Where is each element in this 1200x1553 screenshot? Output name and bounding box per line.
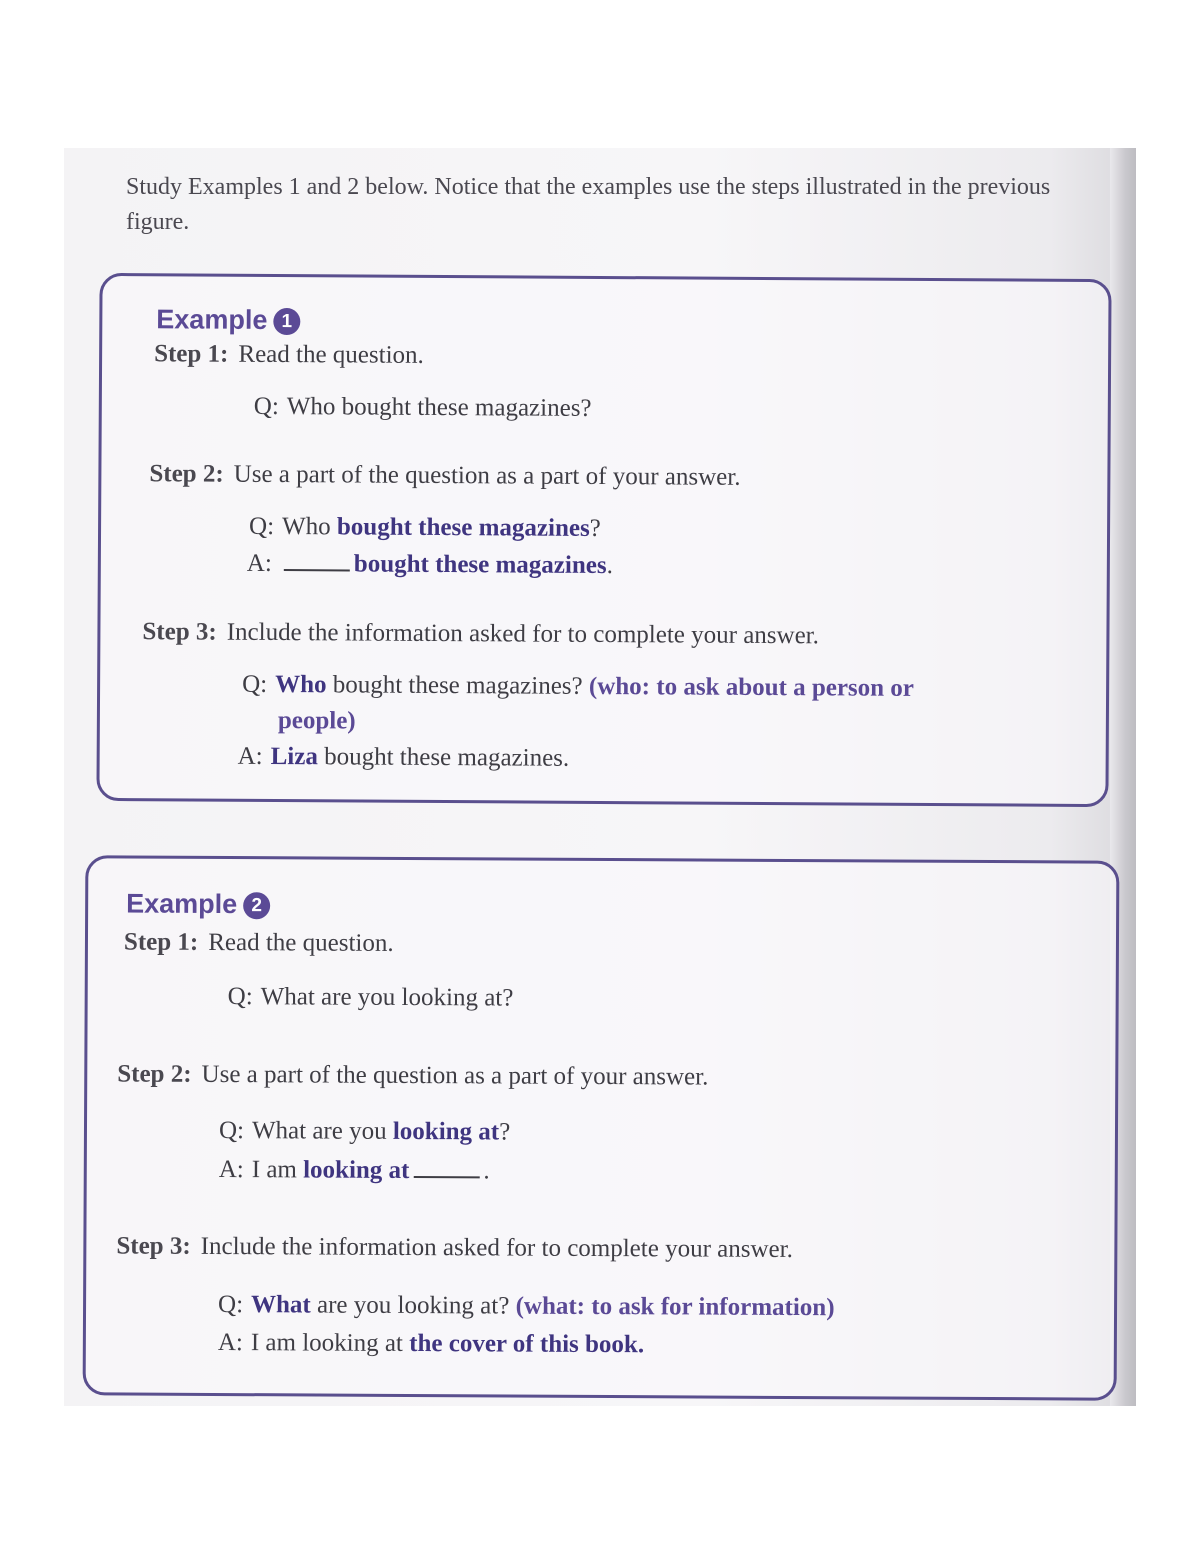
example-1-step-3-question: [242, 671, 914, 703]
example-1-step-3-answer: [238, 743, 570, 773]
answer-highlight: looking at: [303, 1156, 410, 1184]
question-label: Q:: [217, 1290, 244, 1319]
example-2-title: [126, 889, 270, 921]
example-2-step-3: [116, 1232, 793, 1264]
question-label: Q:: [253, 392, 279, 421]
intro-paragraph: Study Examples 1 and 2 below. Notice that the examples use the steps illustrated in the previous figure.: [126, 174, 1051, 235]
question-plain: are you looking at?: [316, 1291, 510, 1320]
answer-highlight: the cover of this book.: [409, 1329, 645, 1359]
answer-highlight: bought these magazines: [353, 550, 607, 580]
question-note-cont: people): [277, 707, 356, 735]
question-note: (what: to ask for information): [515, 1292, 835, 1322]
example-2-step-2-question: [219, 1117, 510, 1147]
step-text: Use a part of the question as a part of your answer.: [201, 1060, 709, 1091]
step-text: Include the information asked for to complete your answer.: [226, 618, 820, 650]
question-highlight: looking at: [392, 1117, 500, 1146]
step-label: Step 1:: [154, 340, 229, 368]
step-label: Step 3:: [116, 1232, 191, 1260]
question-plain: bought these magazines?: [332, 671, 583, 700]
question-text: Who bought these magazines?: [286, 393, 592, 422]
answer-label: A:: [217, 1328, 243, 1357]
example-1-step-1-question: [254, 393, 592, 423]
example-2-step-2-answer: [219, 1155, 490, 1185]
example-2-box: [83, 855, 1120, 1400]
answer-blank: [413, 1156, 479, 1178]
question-plain: What are you: [251, 1117, 387, 1145]
example-1-step-1: [154, 340, 424, 370]
answer-end: .: [483, 1157, 490, 1185]
example-2-title-text: Example: [126, 888, 238, 920]
example-2-step-1: [124, 928, 394, 957]
step-label: Step 2:: [149, 460, 224, 488]
question-end: ?: [499, 1118, 511, 1146]
example-2-step-3-answer: [218, 1329, 644, 1359]
answer-label: A:: [246, 549, 272, 577]
question-label: Q:: [248, 512, 275, 540]
question-highlight: What: [250, 1291, 311, 1319]
question-end: ?: [589, 514, 601, 542]
question-text: What are you looking at?: [260, 983, 514, 1012]
example-2-number-badge: 2: [243, 892, 270, 919]
example-2-step-2: [117, 1060, 708, 1091]
step-label: Step 3:: [142, 618, 217, 646]
example-1-number-badge: 1: [273, 308, 300, 335]
example-1-step-2-question: [249, 513, 601, 543]
step-text: Include the information asked for to complete your answer.: [200, 1232, 793, 1264]
example-2-step-1-question: [228, 983, 514, 1012]
question-highlight: Who: [275, 670, 327, 699]
question-note: (who: to ask about a person or: [588, 672, 915, 702]
step-label: Step 1:: [123, 928, 199, 956]
example-1-box: [96, 273, 1111, 807]
answer-plain: I am: [251, 1156, 297, 1184]
example-1-title: [156, 304, 300, 336]
step-text: Read the question.: [238, 340, 424, 369]
answer-blank: [284, 549, 350, 571]
step-text: Read the question.: [208, 928, 394, 957]
question-label: Q:: [218, 1117, 245, 1145]
answer-plain: I am looking at: [250, 1329, 404, 1357]
example-2-step-3-question: [218, 1291, 835, 1322]
question-label: Q:: [242, 670, 268, 698]
question-highlight: bought these magazines: [336, 513, 590, 542]
answer-highlight: Liza: [270, 742, 318, 771]
step-label: Step 2:: [117, 1060, 192, 1088]
question-plain: Who: [281, 513, 331, 541]
example-1-title-text: Example: [156, 304, 268, 335]
example-1-step-3: [142, 618, 819, 650]
answer-label: A:: [218, 1155, 244, 1184]
answer-label: A:: [237, 742, 263, 770]
example-1-step-3-question-cont: [278, 707, 356, 735]
example-1-step-2-answer: [247, 549, 613, 580]
example-1-step-2: [149, 460, 740, 492]
answer-end: .: [606, 552, 613, 580]
question-label: Q:: [227, 983, 253, 1011]
step-text: Use a part of the question as a part of your answer.: [233, 460, 741, 491]
answer-plain: bought these magazines.: [324, 743, 570, 772]
